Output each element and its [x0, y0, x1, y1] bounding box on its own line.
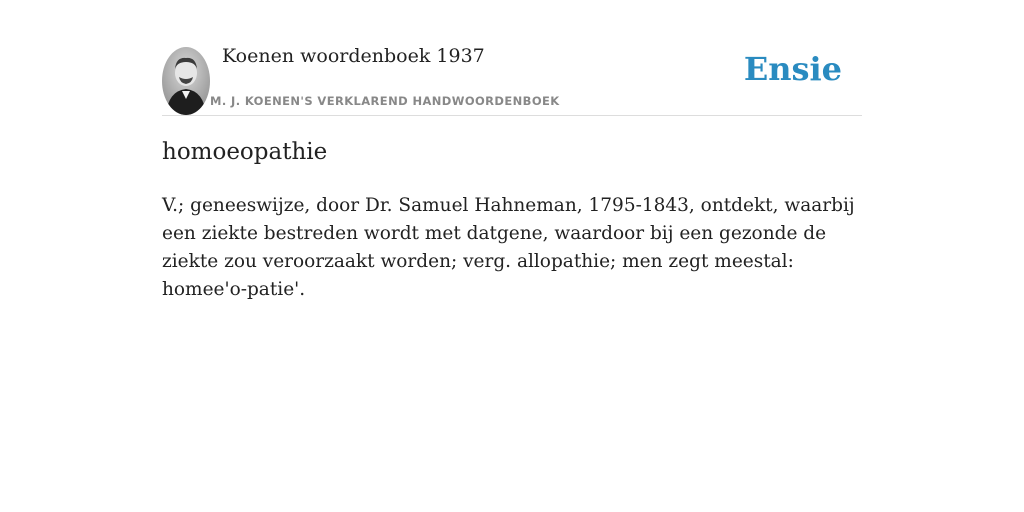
entry-definition: V.; geneeswijze, door Dr. Samuel Hahneman, 1795-1843, ontdekt, waarbij een ziekte bestreden wordt met datgene, waardoor bij een gezonde de ziekte zou veroorzaakt worden; verg. allopathie; men zegt meestal: homee'o-patie'.: [162, 195, 855, 300]
ensie-logo-link[interactable]: Ensie: [743, 50, 842, 88]
entry-term: homoeopathie: [162, 139, 328, 165]
avatar: [162, 47, 210, 115]
portrait-icon: [162, 47, 210, 115]
dictionary-title[interactable]: Koenen woordenboek 1937: [222, 45, 485, 67]
header: [162, 40, 862, 116]
dictionary-subtitle: M. J. KOENEN'S VERKLAREND HANDWOORDENBOEK: [210, 94, 560, 108]
